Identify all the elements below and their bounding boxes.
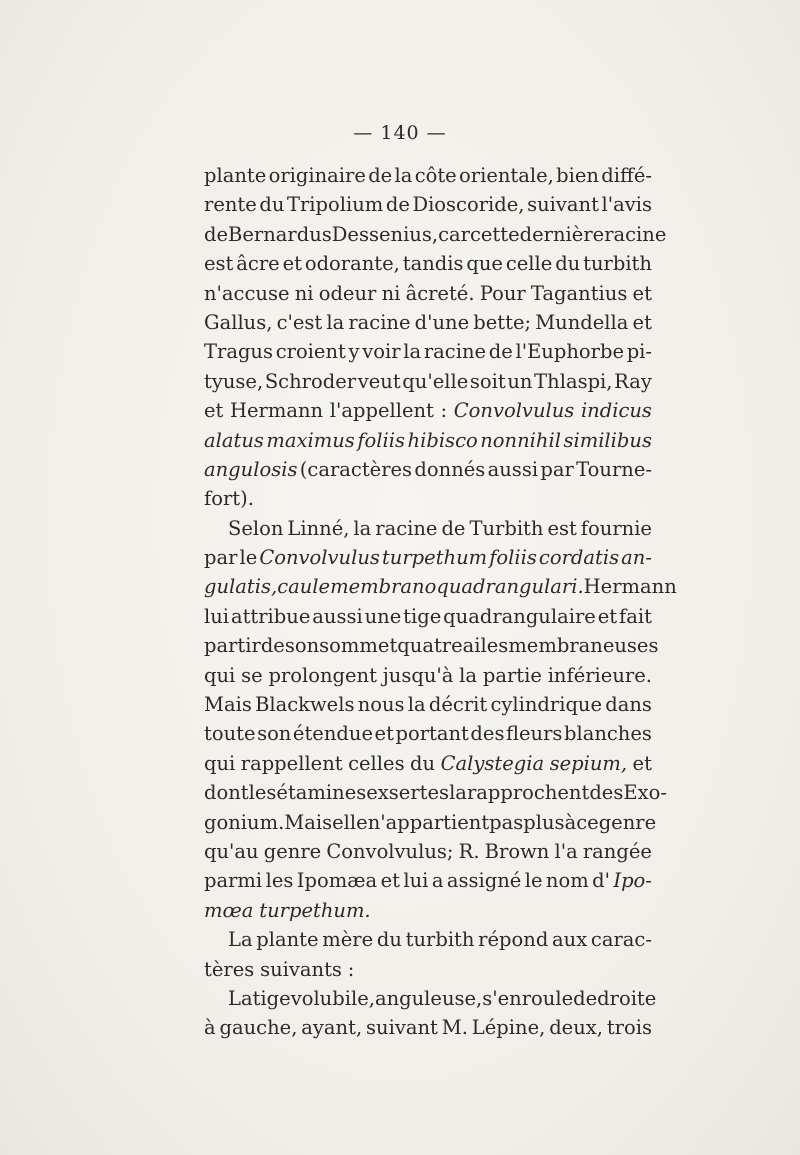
italic-word: caule <box>277 575 331 599</box>
word: tandis <box>402 252 464 276</box>
text-line <box>204 602 652 631</box>
word: fait <box>619 604 652 628</box>
italic-word: foliis <box>489 546 537 570</box>
word: Pour <box>479 281 526 305</box>
word: et <box>380 869 400 893</box>
word: toute <box>204 722 256 746</box>
word: à <box>204 1016 216 1040</box>
word: dans <box>605 693 652 717</box>
word: nom <box>545 869 589 893</box>
page-number: — 140 — <box>353 122 447 144</box>
word: la <box>407 693 426 717</box>
word: voir <box>362 340 401 364</box>
word: une <box>364 604 402 628</box>
word: le <box>524 869 543 893</box>
text-line <box>204 426 652 455</box>
italic-word: Calystegia <box>440 751 545 775</box>
text-line <box>204 955 652 984</box>
word: plante <box>204 164 267 187</box>
text-line <box>204 190 652 219</box>
italic-word: an- <box>621 546 652 570</box>
word: originaire <box>268 164 366 187</box>
word: membraneuses <box>508 634 659 658</box>
word: et <box>632 751 652 775</box>
word: des <box>589 781 624 805</box>
text-line <box>204 719 652 748</box>
word: l'appellent <box>329 399 434 423</box>
word: lui <box>403 869 429 893</box>
word: l'avis <box>601 193 652 217</box>
word: par <box>204 546 238 570</box>
word: rente <box>204 193 257 217</box>
word: Mais <box>204 693 252 717</box>
word: suivant <box>366 1016 438 1040</box>
word: d' <box>592 869 610 893</box>
text-line <box>204 161 652 190</box>
word: car <box>438 222 470 246</box>
text-line <box>204 808 657 837</box>
word: portant <box>395 722 469 746</box>
text-line <box>204 455 652 484</box>
text-line <box>204 896 652 925</box>
word: ni <box>294 281 314 305</box>
word: Mundella <box>535 310 629 334</box>
word: Mais <box>284 810 333 834</box>
word: de <box>204 222 229 246</box>
word: tige <box>252 986 291 1010</box>
word: c'est <box>276 310 323 334</box>
word: a <box>431 869 444 893</box>
word: R. <box>458 839 480 863</box>
word: racine <box>423 340 487 364</box>
italic-word: Convolvulus <box>259 546 380 570</box>
italic-word: indicus <box>580 399 652 423</box>
word: du <box>555 252 581 276</box>
word: orientale, <box>459 164 554 187</box>
word: cylindrique <box>490 693 603 717</box>
word: : <box>440 399 448 423</box>
word: partie <box>482 663 542 687</box>
italic-word: alatus <box>204 428 264 452</box>
word: anguleuse, <box>374 986 483 1010</box>
word: racine <box>604 222 667 246</box>
word: exsertes <box>366 781 450 805</box>
word: droite <box>597 986 657 1010</box>
italic-word: Convolvulus <box>453 399 575 423</box>
word: Exo- <box>623 781 667 805</box>
text-line <box>204 367 652 396</box>
word: carac- <box>590 928 652 952</box>
word: le <box>239 546 258 570</box>
word: les <box>265 869 294 893</box>
word: qu'au <box>204 839 259 863</box>
italic-word: turpethum <box>381 546 488 570</box>
word: Tripolium <box>286 193 384 217</box>
word: ayant, <box>301 1016 363 1040</box>
word: odeur <box>318 281 377 305</box>
word: et <box>632 310 652 334</box>
word: dernière <box>519 222 605 246</box>
word: du <box>259 193 285 217</box>
word: Thlaspi, <box>534 369 613 393</box>
text-line <box>204 279 652 308</box>
italic-word: quadrangulari. <box>436 575 584 599</box>
word: qui <box>204 751 236 775</box>
word: est <box>204 252 234 276</box>
italic-word: gulatis, <box>204 575 278 599</box>
word: donnés <box>414 457 486 481</box>
word: un <box>507 369 533 393</box>
text-line <box>204 1013 652 1042</box>
italic-word: foliis <box>357 428 406 452</box>
word: jusqu'à <box>382 663 454 687</box>
word: la <box>394 164 413 187</box>
word: et <box>597 604 618 628</box>
word: son <box>284 634 320 658</box>
word: gonium. <box>204 810 285 834</box>
word: odorante, <box>304 252 400 276</box>
word: celles <box>348 751 405 775</box>
word: à <box>564 810 577 834</box>
word: pas <box>489 810 524 834</box>
word: la <box>353 516 372 540</box>
word: plante <box>256 928 319 952</box>
word: son <box>257 722 292 746</box>
word: : <box>347 957 355 981</box>
word: l'a <box>554 839 578 863</box>
word: fleurs <box>506 722 563 746</box>
word: blanches <box>563 722 652 746</box>
word: attribue <box>230 604 311 628</box>
word: et <box>282 252 302 276</box>
word: des <box>470 722 505 746</box>
word: suivants <box>260 957 342 981</box>
word: lui <box>204 604 230 628</box>
word: ni <box>381 281 401 305</box>
word: tères <box>204 957 255 981</box>
word: qui <box>204 663 236 687</box>
word: n'accuse <box>204 281 290 305</box>
word: rappellent <box>240 751 343 775</box>
word: pi- <box>626 340 652 364</box>
word: sommet <box>319 634 398 658</box>
italic-word: cordatis <box>538 546 620 570</box>
word: Hermann <box>583 575 677 599</box>
word: plus <box>523 810 565 834</box>
text-line <box>204 837 652 866</box>
word: l'Euphorbe <box>515 340 624 364</box>
word: veut <box>357 369 401 393</box>
word: parmi <box>204 869 263 893</box>
word: de <box>573 986 598 1010</box>
word: rapprochent <box>466 781 590 805</box>
word: M. <box>441 1016 468 1040</box>
text-line <box>204 778 667 807</box>
word: étendue <box>292 722 373 746</box>
word: la <box>326 310 345 334</box>
word: trois <box>606 1016 652 1040</box>
word: ce <box>576 810 599 834</box>
text-line <box>204 661 652 690</box>
word: se <box>241 663 263 687</box>
word: étamines <box>276 781 367 805</box>
body-text <box>204 161 677 1043</box>
word: de <box>260 634 285 658</box>
word: dont <box>204 781 249 805</box>
word: côte <box>414 164 457 187</box>
word: s'enroule <box>482 986 574 1010</box>
word: nous <box>357 693 405 717</box>
word: Ray <box>614 369 652 393</box>
word: par <box>540 457 574 481</box>
italic-word: nonnihil <box>480 428 561 452</box>
italic-word: hibisco <box>407 428 478 452</box>
word: quadrangulaire <box>443 604 596 628</box>
word: Dioscoride, <box>412 193 525 217</box>
word: assigné <box>446 869 522 893</box>
text-line <box>204 984 657 1013</box>
word: fournie <box>580 516 652 540</box>
word: deux, <box>549 1016 603 1040</box>
word: les <box>248 781 277 805</box>
word: mère <box>322 928 374 952</box>
word: aussi <box>312 604 363 628</box>
word: d'une <box>414 310 470 334</box>
text-line <box>204 690 652 719</box>
word: la <box>459 663 478 687</box>
word: est <box>547 516 577 540</box>
word: (caractères <box>299 457 413 481</box>
word: cette <box>469 222 520 246</box>
word: y <box>348 340 360 364</box>
word: Brown <box>484 839 550 863</box>
word: ailes <box>462 634 509 658</box>
word: celle <box>505 252 553 276</box>
italic-word: angulosis <box>204 457 298 481</box>
italic-word: turpethum. <box>259 898 371 922</box>
word: n'appartient <box>367 810 490 834</box>
italic-word: similibus <box>563 428 652 452</box>
italic-word: membrano <box>330 575 437 599</box>
word: bette; <box>473 310 532 334</box>
italic-word: Ipo- <box>613 869 652 893</box>
word: partir <box>204 634 261 658</box>
word: suivant <box>527 193 599 217</box>
italic-word: mœa <box>204 898 254 922</box>
word: Blackwels <box>255 693 355 717</box>
word: inférieure. <box>547 663 652 687</box>
word: la <box>449 781 467 805</box>
text-line <box>204 543 652 572</box>
word: La <box>228 986 253 1010</box>
italic-word: sepium, <box>549 751 628 775</box>
word: aux <box>552 928 588 952</box>
word: elle <box>332 810 368 834</box>
word: prolongent <box>268 663 377 687</box>
word: gauche, <box>219 1016 298 1040</box>
word: Lépine, <box>471 1016 546 1040</box>
italic-word: maximus <box>266 428 355 452</box>
word: fort). <box>204 487 254 511</box>
word: tige <box>403 604 442 628</box>
word: de <box>488 340 513 364</box>
word: et <box>632 281 652 305</box>
word: Hermann <box>230 399 324 423</box>
word: Tourne- <box>576 457 652 481</box>
word: âcreté. <box>405 281 475 305</box>
word: Tagantius <box>530 281 628 305</box>
word: Schroder <box>264 369 357 393</box>
word: Linné, <box>287 516 350 540</box>
word: Tragus <box>204 340 274 364</box>
word: que <box>466 252 503 276</box>
word: soit <box>469 369 506 393</box>
text-line <box>204 337 652 366</box>
word: tyuse, <box>204 369 264 393</box>
word: diffé- <box>601 164 652 187</box>
word: de <box>368 164 393 187</box>
word: aussi <box>487 457 539 481</box>
text-line <box>204 249 652 278</box>
text-line <box>204 308 652 337</box>
word: Ipomæa <box>296 869 378 893</box>
word: bien <box>556 164 599 187</box>
text-line <box>204 925 652 954</box>
word: racine <box>375 516 438 540</box>
word: Gallus, <box>204 310 273 334</box>
word: âcre <box>236 252 280 276</box>
word: qu'elle <box>402 369 469 393</box>
word: rangée <box>582 839 652 863</box>
word: turbith <box>405 928 475 952</box>
word: du <box>376 928 402 952</box>
text-line <box>204 749 652 778</box>
word: La <box>228 928 253 952</box>
word: décrit <box>428 693 488 717</box>
word: et <box>204 399 224 423</box>
word: Convolvulus; <box>326 839 454 863</box>
word: du <box>410 751 436 775</box>
word: Dessenius, <box>331 222 439 246</box>
word: de <box>441 516 466 540</box>
word: croient <box>275 340 346 364</box>
word: et <box>374 722 394 746</box>
word: Selon <box>228 516 284 540</box>
word: répond <box>478 928 549 952</box>
word: quatre <box>397 634 463 658</box>
word: volubile, <box>290 986 375 1010</box>
text-line <box>204 484 652 513</box>
word: genre <box>263 839 322 863</box>
word: de <box>385 193 410 217</box>
word: la <box>403 340 422 364</box>
text-line <box>204 631 659 660</box>
text-line <box>204 572 677 601</box>
word: genre <box>598 810 657 834</box>
text-line <box>204 866 652 895</box>
word: Bernardus <box>228 222 332 246</box>
text-line <box>204 514 652 543</box>
text-line <box>204 396 652 425</box>
word: Turbith <box>469 516 544 540</box>
word: racine <box>348 310 411 334</box>
text-line <box>204 220 667 249</box>
word: turbith <box>583 252 652 276</box>
